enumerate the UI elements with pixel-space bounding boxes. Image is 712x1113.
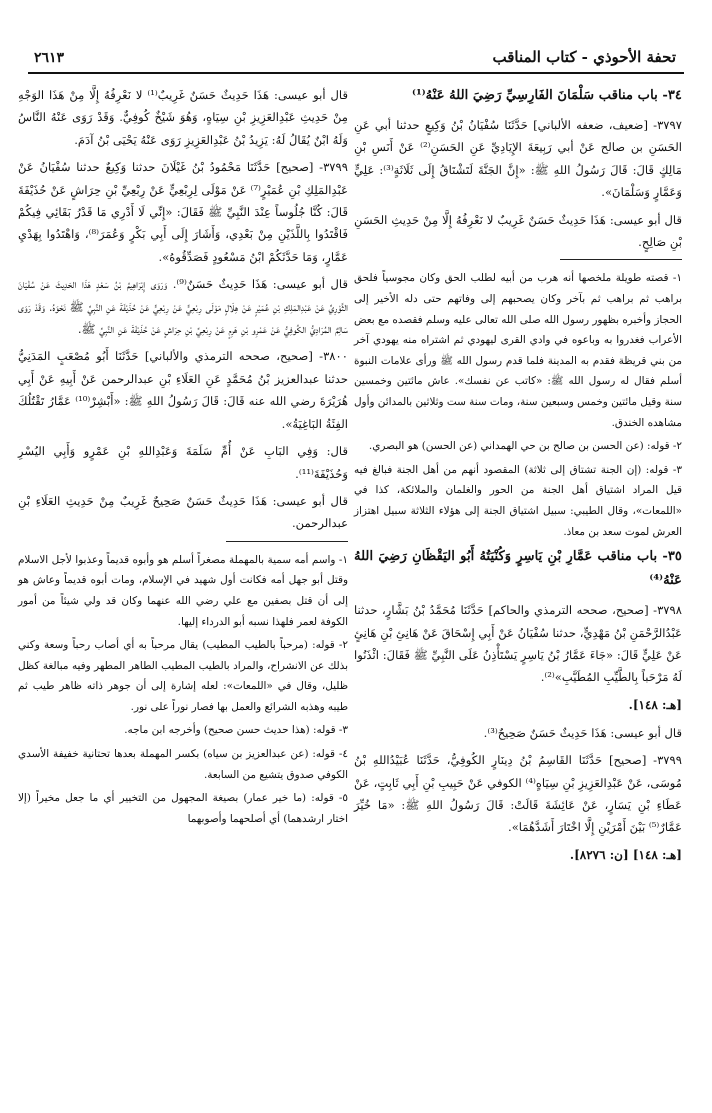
page-number: ٢٦١٣ [34,50,65,66]
footnote-5-ammar: ٥- قوله: (ما خير عمار) بصيغة المجهول من التخيير أي ما جعل مخيراً (إلا اختار ارشدهما) أي أصلحهما وأصوبهما [18,792,348,825]
footnote-separator [560,259,682,260]
right-column [354,84,682,872]
running-header [28,40,684,74]
chapter-heading-ammar: ٣٥- باب مناقب عَمَّارِ بْنِ يَاسِرٍ وَكُنْيَتُهُ أَبُو اليَقْظَانِ رَضِيَ اللهُ عَنْهُ⁽⁴⁾ [354,549,682,589]
footnote-3-salman: ٣- قوله: (إن الجنة تشتاق إلى ثلاثة) المقصود أنهم من أهل الجنة فبالغ فيه قيل المراد اشتياق أهل الجنة من الحور والغلمان والملائكة، كذا في «اللمعات»، وقال الطيبي: سبيل اشتياق الجنة إلى هؤلاء الثلاثة سبيل اهتزاز العرش لموت سعد بن معاذ. [354,463,682,538]
footnote-1-ammar: ١- واسم أمه سمية بالمهملة مصغراً أسلم هو وأبوه قديماً وعذبوا لأجل الاسلام وقتل أبو جهل أمه فكانت أول شهيد في الإسلام، ومات أبوه قديماً وعاش هو إلى أن قتل بصفين مع علي رضي الله عنهما وكان قد ولي شيئاً من أمور الكوفة لعمر فلهذا نسبه أبو الدرداء إليها. [18,553,348,628]
comment-3798: قال أبو عيسى: هَذَا حَدِيثٌ حَسَنٌ صَحِيحٌ⁽³⁾. [483,725,682,740]
reference-3798: [هـ: ١٤٨]. [628,697,682,712]
comment-3799: قال أبو عيسى: هَذَا حَدِيثٌ حَسَنٌ غَرِيبٌ⁽¹⁾ لا نَعْرِفُهُ إِلَّا مِنْ هَذَا الوَجْهِ مِنْ حَدِيثِ عَبْدِالعَزِيزِ بْنِ سِيَاهٍ، وَهُوَ شَيْخٌ كُوفِيٌّ. وَقَدْ رَوَى عَنْهُ النَّاسُ وَلَهُ ابْنٌ يُقَالُ لَهُ: يَزِيدُ بْنُ عَبْدِالعَزِيزِ رَوَى عَنْهُ يَحْيَى بْنُ آدَمَ. [18,88,348,147]
footnote-3-ammar: ٣- قوله: (هذا حديث حسن صحيح) وأخرجه ابن ماجه. [124,724,348,737]
footnote-4-ammar: ٤- قوله: (عن عبدالعزيز بن سياه) بكسر المهملة بعدها تحتانية خفيفة الأسدي الكوفي صدوق يتشيع من السابعة. [18,748,348,781]
footnote-2-ammar: ٢- قوله: (مرحباً بالطيب المطيب) يقال مرحباً به أي أصاب رحباً وسعة وكني بذلك عن الانشراح، والمراد بالطيب المطيب الطاهر المطهر وفيه مبالغة كظل ظليل، وقال في «اللمعات»: لعله إشارة إلى أن جوهر ذاته ظاهر طيب ثم طيبه وهذبه الشرائع والعمل بها فصار نوراً على نور. [18,639,348,713]
reference-3799: [هـ: ١٤٨] [ن: ٨٢٧٦]. [569,847,682,862]
footnote-1-salman: ١- قصته طويلة ملخصها أنه هرب من أبيه لطلب الحق وكان مجوسياً فلحق براهب ثم براهب ثم بآخر وكان يصحبهم إلى وفاتهم حتى دله الأخير إلى الحجاز وأخبره بظهور رسول الله صلى الله تعالى عليه وسلم فقصده مع بعض الأعراب فغدروا به وباعوه في وادي القرى ليهودي ثم اشتراه منه يهودي آخر من بني قريظة فقدم به المدينة فلما قدم رسول الله ﷺ ورأى علامات النبوة أسلم فقال له رسول الله ﷺ: «كاتب عن نفسك». عاش مائتين وخمسين سنة وقيل مائتين وخمس وسبعين سنة، ومات سنة ست وثلاثين بالمدائن وأول مشاهده الخندق. [354,272,682,429]
comment-3800: قال أبو عيسى: هَذَا حَدِيثٌ حَسَنٌ صَحِيحٌ غَرِيبٌ مِنْ حَدِيثِ العَلَاءِ بْنِ عبدالرحمن. [18,493,348,531]
chapter-heading-salman: ٣٤- باب مناقب سَلْمَانَ الفَارِسِيِّ رَضِيَ اللهُ عَنْهُ⁽¹⁾ [412,88,682,103]
left-column [18,84,348,832]
comment-3797: قال أبو عيسى: هَذَا حَدِيثٌ حَسَنٌ غَرِيبٌ لا نَعْرِفُهُ إِلَّا مِنْ حَدِيثِ الحَسَنِ بْنِ صَالِحٍ. [354,212,682,250]
footnote-separator-left [226,541,348,542]
hadith-3799: ٣٧٩٩- [صحيح] حَدَّثَنَا القَاسِمُ بْنُ دِينَارٍ الكُوفِيُّ، حَدَّثَنَا عُبَيْدُاللهِ بْنُ مُوسَى، عَنْ عَبْدِالعَزِيزِ بْنِ سِيَاهٍ⁽⁴⁾ الكوفي عَنْ حَبِيبِ بْنِ أَبِي ثَابِتٍ، عَنْ عَطَاءِ بْنِ يَسَارٍ، عَنْ عَائِشَةَ قَالَتْ: قَالَ رَسُولُ اللهِ ﷺ: «مَا خُيِّرَ عَمَّارٌ⁽⁵⁾ بَيْنَ أَمْرَيْنِ إِلَّا اخْتَارَ أَشَدَّهُمَا». [354,753,682,835]
hadith-3798: ٣٧٩٨- [صحيح، صححه الترمذي والحاكم] حَدَّثَنَا مُحَمَّدُ بْنُ بَشَّارٍ، حدثنا عَبْدُالرَّحْمَنِ بْنُ مَهْدِيٍّ، حدثنا سُفْيَانُ عَنْ أَبِي إِسْحَاقَ عَنْ هَانِئِ بْنِ هَانِئٍ عَنْ عَلِيٍّ قَالَ: «جَاءَ عَمَّارُ بْنُ يَاسِرٍ يَسْتَأْذِنُ عَلَى النَّبِيِّ ﷺ فَقَالَ: ائْذَنُوا لَهُ مَرْحَباً بِالطَّيِّبِ المُطَيَّبِ»⁽²⁾. [354,603,682,685]
comment-3799b: قال أبو عيسى: هَذَا حَدِيثٌ حَسَنٌ⁽⁹⁾. وَرَوَى إِبْرَاهِيمُ بْنُ سَعْدٍ هَذَا الحَدِيثَ عَنْ سُفْيَانَ الثَّوْرِيِّ عَنْ عَبْدِالمَلِكِ بْنِ عُمَيْرٍ عَنْ هِلَالٍ مَوْلَى رِبْعِيٍّ عَنْ رِبْعِيٍّ عَنْ حُذَيْفَةَ عَنِ النَّبِيِّ ﷺ نَحْوَهُ. وَقَدْ رَوَى سَالِمٌ المُرَادِيُّ الكُوفِيُّ عَنْ عَمْرِو بْنِ هَرِمٍ عَنْ رِبْعِيِّ بْنِ حِرَاشٍ عَنْ حُذَيْفَةَ عَنِ النَّبِيِّ ﷺ. [18,277,348,337]
bab-note: قال: وَفِي البَابِ عَنْ أُمِّ سَلَمَةَ وَعَبْدِاللهِ بْنِ عَمْرٍو وَأَبِي اليُسْرِ وَحُذَيْفَةَ⁽¹¹⁾. [18,444,348,481]
running-header-title: تحفة الأحوذي - كتاب المناقب [492,48,676,66]
footnote-2-salman: ٢- قوله: (عن الحسن بن صالح بن حي الهمداني (عن الحسن) هو البصري. [368,440,682,453]
hadith-3799b: ٣٧٩٩- [صحيح] حَدَّثَنَا مَحْمُودُ بْنُ غَيْلَانَ حدثنا وَكِيعٌ حدثنا سُفْيَانُ عَنْ عَبْدِالمَلِكِ بْنِ عُمَيْرٍ⁽⁷⁾ عَنْ مَوْلَى لِرِبْعِيٍّ عَنْ رِبْعِيِّ بْنِ حِرَاشٍ عَنْ حُذَيْفَةَ قَالَ: كُنَّا جُلُوساً عِنْدَ النَّبِيِّ ﷺ فَقَالَ: «إِنِّي لَا أَدْرِي مَا قَدْرُ بَقَائِي فِيكُمْ فَاقْتَدُوا بِاللَّذَيْنِ مِنْ بَعْدِي، وَأَشَارَ إِلَى أَبِي بَكْرٍ وَعُمَرَ⁽⁸⁾، وَاهْتَدُوا بِهَدْيِ عَمَّارٍ، وَمَا حَدَّثَكُمْ ابْنُ مَسْعُودٍ فَصَدِّقُوهُ». [18,160,348,264]
header-rule [28,72,684,74]
hadith-3797: ٣٧٩٧- [ضعيف، ضعفه الألباني] حَدَّثَنَا سُفْيَانُ بْنُ وَكِيعٍ حدثنا أبي عَنِ الحَسَنِ بن صالح عَنْ أبي رَبِيعَةَ الإِيَادِيِّ عَنِ الحَسَنِ⁽²⁾ عَنْ أَنَسِ بْنِ مَالِكٍ قَالَ: قَالَ رَسُولُ اللهِ ﷺ: «إِنَّ الجَنَّةَ لَتَشْتَاقُ إِلَى ثَلَاثَةٍ⁽³⁾: عَلِيٍّ وَعَمَّارٍ وَسَلْمَانَ». [354,118,683,200]
hadith-3800: ٣٨٠٠- [صحيح، صححه الترمذي والألباني] حَدَّثَنَا أَبُو مُصْعَبٍ المَدَنِيُّ حدثنا عبدالعزيز بْنُ مُحَمَّدٍ عَنِ العَلَاءِ بْنِ عبدالرحمن عَنْ أَبِيهِ عَنْ أَبِي هُرَيْرَةَ رضي الله عنه قَالَ: قَالَ رَسُولُ اللهِ ﷺ: «أَبْشِرْ⁽¹⁰⁾ عَمَّارُ تَقْتُلُكَ الفِئَةُ البَاغِيَةُ». [18,349,348,431]
